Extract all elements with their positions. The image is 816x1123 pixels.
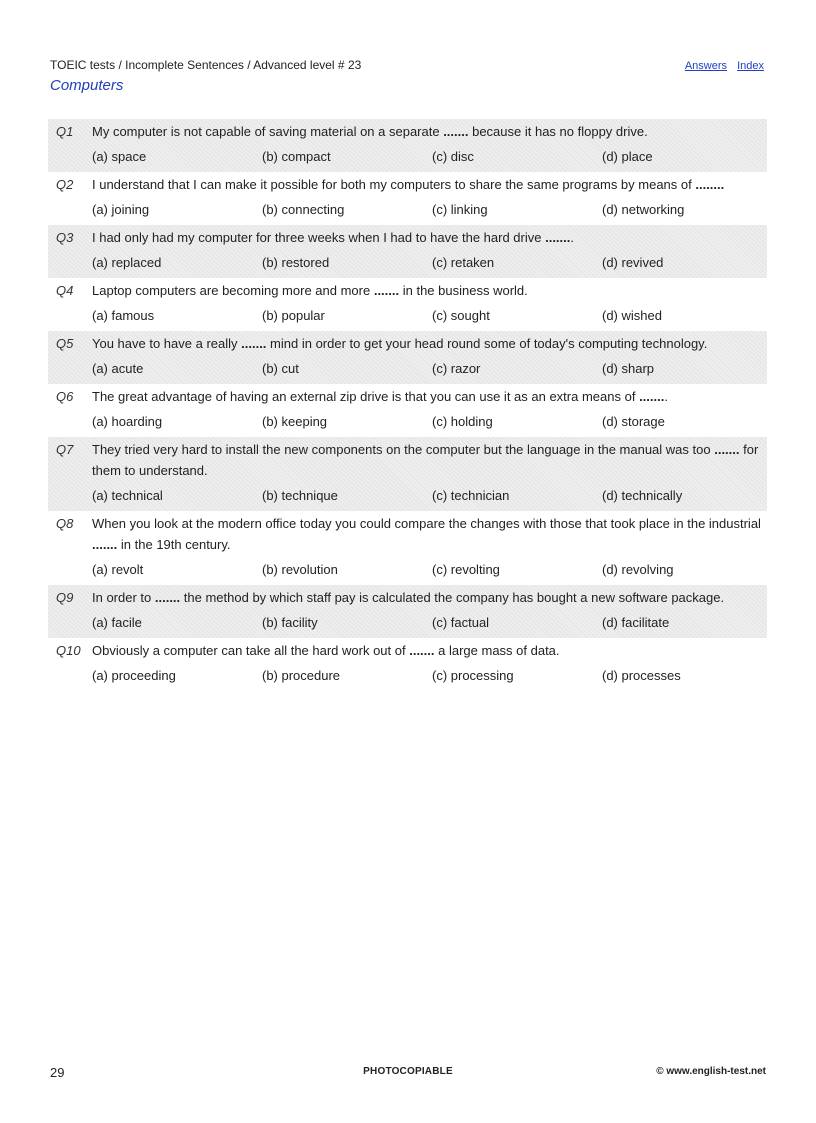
option-b[interactable]: (b) technique <box>262 488 338 503</box>
option-b[interactable]: (b) compact <box>262 149 331 164</box>
option-a[interactable]: (a) proceeding <box>92 668 176 683</box>
question-text: Laptop computers are becoming more and more ....... in the business world. <box>92 283 528 298</box>
question-text: The great advantage of having an external zip drive is that you can use it as an extra means of ........ <box>92 389 668 404</box>
answer-options <box>92 666 767 686</box>
option-a[interactable]: (a) replaced <box>92 255 162 270</box>
option-c[interactable]: (c) processing <box>432 668 514 683</box>
option-b[interactable]: (b) facility <box>262 615 318 630</box>
option-b[interactable]: (b) cut <box>262 361 299 376</box>
option-c[interactable]: (c) factual <box>432 615 490 630</box>
option-b[interactable]: (b) procedure <box>262 668 341 683</box>
section-title: Computers <box>50 77 124 94</box>
question-number: Q1 <box>56 124 74 139</box>
option-c[interactable]: (c) retaken <box>432 255 495 270</box>
question-number: Q6 <box>56 389 74 404</box>
option-d[interactable]: (d) revolving <box>602 562 674 577</box>
question-text: Obviously a computer can take all the hard work out of ....... a large mass of data. <box>92 643 560 658</box>
question-number: Q10 <box>56 643 81 658</box>
question-text: They tried very hard to install the new components on the computer but the language in the manual was too ....... for them to understand. <box>92 442 759 478</box>
option-c[interactable]: (c) disc <box>432 149 474 164</box>
question-item <box>48 331 767 384</box>
question-text: When you look at the modern office today you could compare the changes with those that took place in the industrial ....... in the 19th century. <box>92 516 761 552</box>
photocopiable-label: PHOTOCOPIABLE <box>363 1066 453 1077</box>
answer-options <box>92 306 767 326</box>
option-b[interactable]: (b) keeping <box>262 414 328 429</box>
option-a[interactable]: (a) revolt <box>92 562 144 577</box>
page-number: 29 <box>50 1065 65 1080</box>
blank: ....... <box>373 283 400 298</box>
question-item <box>48 225 767 278</box>
blank: ....... <box>92 537 118 552</box>
question-item <box>48 384 767 437</box>
answer-options <box>92 613 767 633</box>
answers-link[interactable]: Answers <box>684 60 728 72</box>
option-a[interactable]: (a) technical <box>92 488 163 503</box>
option-b[interactable]: (b) popular <box>262 308 325 323</box>
question-text: In order to ....... the method by which staff pay is calculated the company has bought a new software package. <box>92 590 725 605</box>
option-c[interactable]: (c) technician <box>432 488 510 503</box>
answer-options <box>92 412 767 432</box>
question-item <box>48 278 767 331</box>
blank: ....... <box>241 336 267 351</box>
question-item <box>48 119 767 172</box>
question-text: My computer is not capable of saving material on a separate ....... because it has no floppy drive. <box>92 124 648 139</box>
blank: ....... <box>639 389 665 404</box>
option-a[interactable]: (a) famous <box>92 308 155 323</box>
blank: ....... <box>714 442 740 457</box>
option-a[interactable]: (a) acute <box>92 361 144 376</box>
option-a[interactable]: (a) joining <box>92 202 150 217</box>
question-number: Q7 <box>56 442 74 457</box>
answer-options <box>92 486 767 506</box>
option-d[interactable]: (d) processes <box>602 668 681 683</box>
option-b[interactable]: (b) revolution <box>262 562 338 577</box>
question-number: Q3 <box>56 230 74 245</box>
question-item <box>48 511 767 585</box>
option-d[interactable]: (d) storage <box>602 414 665 429</box>
question-number: Q4 <box>56 283 74 298</box>
option-d[interactable]: (d) networking <box>602 202 685 217</box>
blank: ....... <box>545 230 571 245</box>
question-item <box>48 172 767 225</box>
question-number: Q9 <box>56 590 74 605</box>
option-d[interactable]: (d) facilitate <box>602 615 670 630</box>
option-c[interactable]: (c) revolting <box>432 562 500 577</box>
option-a[interactable]: (a) facile <box>92 615 142 630</box>
header-links <box>678 60 764 72</box>
question-number: Q8 <box>56 516 74 531</box>
option-c[interactable]: (c) sought <box>432 308 490 323</box>
blank: ....... <box>443 124 469 139</box>
option-a[interactable]: (a) space <box>92 149 147 164</box>
index-link[interactable]: Index <box>737 60 764 72</box>
header-title: TOEIC tests / Incomplete Sentences / Advanced level # 23 <box>50 58 362 72</box>
question-text: I had only had my computer for three weeks when I had to have the hard drive ........ <box>92 230 575 245</box>
question-text: I understand that I can make it possible for both my computers to share the same programs by means of ........ <box>92 177 725 192</box>
answer-options <box>92 359 767 379</box>
question-text: You have to have a really ....... mind in order to get your head round some of today's computing technology. <box>92 336 708 351</box>
option-d[interactable]: (d) place <box>602 149 653 164</box>
blank: ....... <box>409 643 435 658</box>
question-item <box>48 585 767 638</box>
option-d[interactable]: (d) sharp <box>602 361 655 376</box>
question-item <box>48 437 767 511</box>
option-d[interactable]: (d) technically <box>602 488 683 503</box>
question-item <box>48 638 767 691</box>
copyright: © www.english-test.net <box>656 1066 766 1077</box>
answer-options <box>92 253 767 273</box>
option-b[interactable]: (b) restored <box>262 255 330 270</box>
option-c[interactable]: (c) linking <box>432 202 488 217</box>
question-number: Q5 <box>56 336 74 351</box>
blank: ........ <box>695 177 725 192</box>
option-d[interactable]: (d) wished <box>602 308 662 323</box>
question-number: Q2 <box>56 177 74 192</box>
answer-options <box>92 560 767 580</box>
question-list <box>48 119 767 691</box>
option-d[interactable]: (d) revived <box>602 255 664 270</box>
blank: ....... <box>154 590 181 605</box>
option-b[interactable]: (b) connecting <box>262 202 345 217</box>
option-a[interactable]: (a) hoarding <box>92 414 163 429</box>
answer-options <box>92 200 767 220</box>
answer-options <box>92 147 767 167</box>
option-c[interactable]: (c) razor <box>432 361 481 376</box>
option-c[interactable]: (c) holding <box>432 414 493 429</box>
